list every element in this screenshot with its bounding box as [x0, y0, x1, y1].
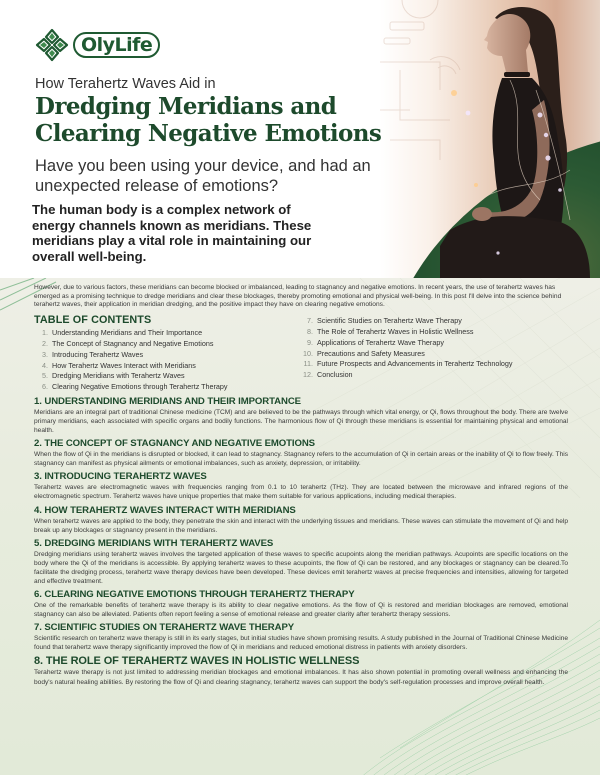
intro-paragraph: However, due to various factors, these meridians can become blocked or imbalanced, leading to stagnancy and negative emotions. In recent years, the use of terahertz waves has emerged as a promising technique to dredge meridians and clear these blockages, thereby promoting emotional and physical well-being. In this post I'll delve into the science behind terahertz waves, their application in meridian dredging, and the positive impact they have on clearing negative emotions.	[34, 284, 562, 309]
meditating-woman-illustration	[440, 0, 600, 278]
section-body: Terahertz wave therapy is not just limited to addressing meridian blockages and emotional imbalances. It has also shown potential in promoting overall wellness and enhancing the body's natural healing abilities. By restoring the flow of Qi and clearing stagnancy, terahertz waves can support the body's self-regulation processes and improve overall health.	[34, 669, 568, 686]
toc-item[interactable]	[34, 328, 301, 339]
toc-item[interactable]	[34, 382, 301, 393]
title-line-2: Clearing Negative Emotions	[35, 120, 382, 147]
toc-label: Conclusion	[317, 370, 353, 380]
page-subtitle: Have you been using your device, and had an unexpected release of emotions?	[35, 157, 371, 195]
section-1	[34, 396, 568, 435]
toc-label: Dredging Meridians with Terahertz Waves	[52, 371, 185, 381]
toc-number: 11.	[303, 359, 313, 369]
leaf-diamond-logo-icon	[35, 28, 69, 62]
toc-number: 7.	[307, 316, 313, 326]
olylife-logo[interactable]	[35, 28, 160, 62]
section-heading: 8. THE ROLE OF TERAHERTZ WAVES IN HOLISTIC WELLNESS	[34, 655, 360, 668]
toc-label: The Role of Terahertz Waves in Holistic Wellness	[317, 326, 474, 336]
title-kicker: How Terahertz Waves Aid in	[35, 76, 216, 92]
toc-number: 4.	[42, 360, 48, 370]
toc-label: Future Prospects and Advancements in Terahertz Technology	[317, 359, 513, 369]
section-heading: 3. INTRODUCING TERAHERTZ WAVES	[34, 471, 207, 483]
toc-label: Scientific Studies on Terahertz Wave Therapy	[317, 316, 462, 326]
section-8	[34, 655, 568, 686]
section-body: One of the remarkable benefits of terahertz wave therapy is its ability to clear negative emotions. As the flow of Qi is restored and meridian blockages are removed, emotional stagnancy can also be alleviated. Patients often report feeling a sense of emotional release and greater clarity after terahertz therapy sessions.	[34, 602, 568, 619]
toc-item[interactable]	[301, 349, 568, 360]
toc-number: 12.	[303, 370, 313, 380]
toc-label: The Concept of Stagnancy and Negative Emotions	[52, 338, 214, 348]
toc-number: 3.	[42, 349, 48, 359]
toc-number: 9.	[307, 337, 313, 347]
toc-item[interactable]	[301, 338, 568, 349]
section-7	[34, 622, 568, 652]
toc-item[interactable]	[301, 316, 568, 327]
toc-number: 1.	[42, 328, 48, 338]
section-body: Scientific research on terahertz wave therapy is still in its early stages, but initial studies have shown promising results. A study published in the Journal of Traditional Chinese Medicine found that terahertz wave therapy significantly improved the flow of Qi in meridians and reduced emotional distress in patients with anxiety disorders.	[34, 635, 568, 652]
toc-label: How Terahertz Waves Interact with Meridians	[52, 360, 196, 370]
toc-item[interactable]	[301, 327, 568, 338]
section-body: Terahertz waves are electromagnetic waves with frequencies ranging from 0.1 to 10 terahertz (THz). They are located between the microwave and infrared regions of the electromagnetic spectrum. Terahertz waves have unique properties that make them suitable for various applications, including medical therapies.	[34, 484, 568, 501]
section-6	[34, 589, 568, 619]
page-title	[35, 93, 395, 147]
section-body: When the flow of Qi in the meridians is disrupted or blocked, it can lead to stagnancy. Stagnancy refers to the accumulation of Qi in certain areas or the inability of Qi to flow freely. This stagnancy can manifest as physical ailments or emotional imbalances, such as anxiety, depression, or irritability.	[34, 451, 568, 468]
toc-label: Understanding Meridians and Their Importance	[52, 328, 203, 338]
section-heading: 4. HOW TERAHERTZ WAVES INTERACT WITH MERIDIANS	[34, 504, 296, 516]
toc-item[interactable]	[34, 361, 301, 372]
section-heading: 2. THE CONCEPT OF STAGNANCY AND NEGATIVE EMOTIONS	[34, 438, 315, 450]
brand-wordmark: OlyLife	[73, 32, 160, 58]
section-body: Meridians are an integral part of traditional Chinese medicine (TCM) and are believed to be the pathways through which vital energy, or Qi, flows throughout the body. There are twelve primary meridians, each associated with specific organs and bodily functions. The harmonious flow of Qi through these meridians is essential for maintaining physical and emotional health.	[34, 408, 568, 435]
toc-label: Introducing Terahertz Waves	[52, 349, 144, 359]
toc-label: Applications of Terahertz Wave Therapy	[317, 337, 444, 347]
toc-item[interactable]	[34, 339, 301, 350]
section-body: When terahertz waves are applied to the body, they penetrate the skin and interact with the underlying tissues and meridians. These waves can stimulate the movement of Qi and help break up any blockages or stagnancy present in the meridians.	[34, 517, 568, 534]
section-2	[34, 438, 568, 468]
section-3	[34, 471, 568, 501]
toc-number: 5.	[42, 371, 48, 381]
section-heading: 7. SCIENTIFIC STUDIES ON TERAHERTZ WAVE THERAPY	[34, 622, 295, 634]
toc-item[interactable]	[301, 359, 568, 370]
hero-banner	[0, 0, 600, 278]
toc-number: 2.	[42, 338, 48, 348]
section-heading: 5. DREDGING MERIDIANS WITH TERAHERTZ WAVES	[34, 537, 274, 549]
toc-label: Clearing Negative Emotions through Terahertz Therapy	[52, 382, 228, 392]
section-heading: 6. CLEARING NEGATIVE EMOTIONS THROUGH TERAHERTZ THERAPY	[34, 589, 355, 601]
toc-number: 6.	[42, 382, 48, 392]
section-5	[34, 538, 568, 586]
toc-item[interactable]	[34, 371, 301, 382]
toc-label: Precautions and Safety Measures	[317, 348, 425, 358]
toc-number: 8.	[307, 326, 313, 336]
section-body: Dredging meridians using terahertz waves involves the targeted application of these waves to specific acupoints along the meridian pathways. Acupoints are specific locations on the body where the Qi of the meridians is accessible. By applying terahertz waves to these acupoints, the flow of Qi can be restored, and any blockages or stagnancy can be cleared.To facilitate the dredging process, terahertz wave therapy devices have been developed. These devices emit terahertz waves at precise frequencies and intensities, allowing for targeted and effective treatment.	[34, 550, 568, 586]
toc-heading: TABLE OF CONTENTS	[34, 314, 152, 327]
toc-number: 10.	[303, 348, 313, 358]
toc-column-left	[34, 328, 301, 393]
article-body	[0, 278, 600, 775]
lead-paragraph: The human body is a complex network of energy channels known as meridians. These meridians play a vital role in maintaining our overall well-being.	[32, 202, 312, 264]
section-heading: 1. UNDERSTANDING MERIDIANS AND THEIR IMPORTANCE	[34, 395, 301, 407]
title-line-1: Dredging Meridians and	[35, 93, 337, 120]
toc-column-right	[301, 316, 568, 393]
section-4	[34, 505, 568, 535]
toc-item[interactable]	[34, 350, 301, 361]
article-content	[34, 284, 568, 687]
toc-item[interactable]	[301, 370, 568, 381]
